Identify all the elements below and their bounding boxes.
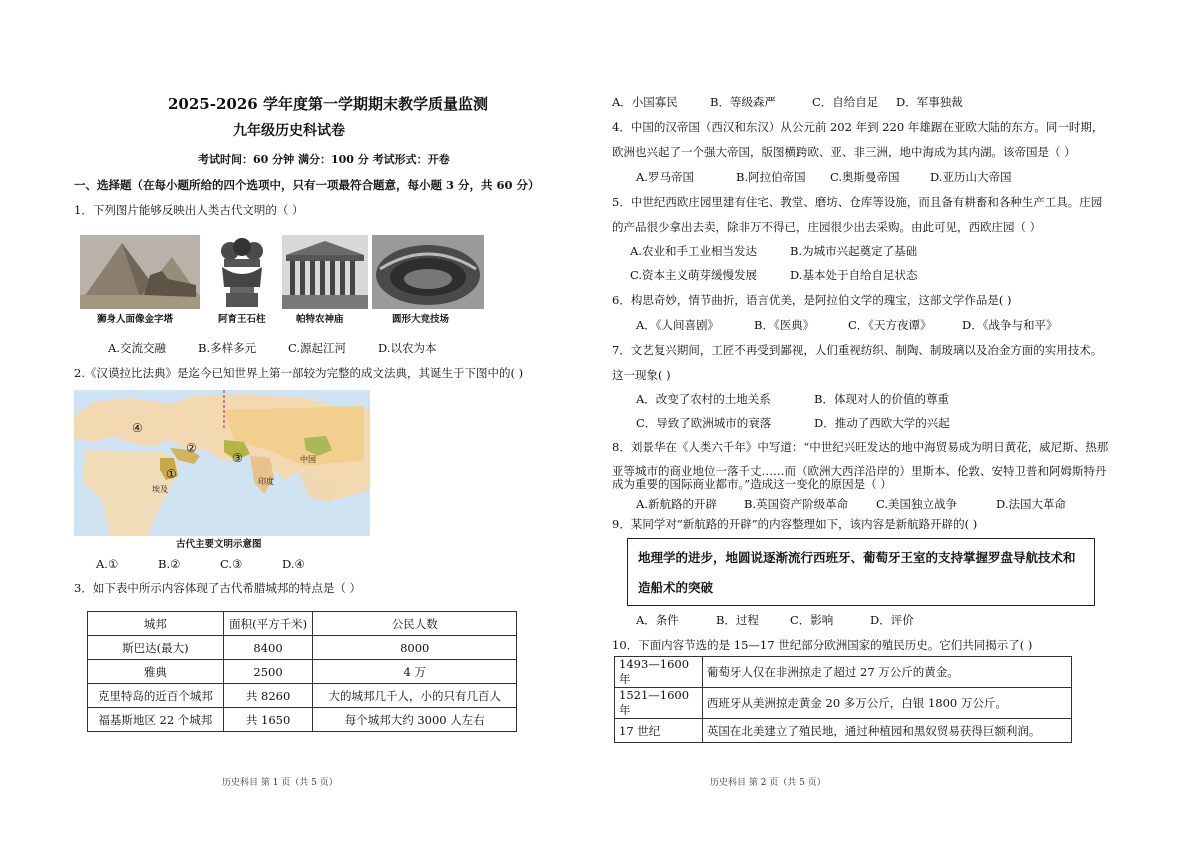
table-cell: 17 世纪: [615, 719, 703, 743]
q8-option-d[interactable]: D.法国大革命: [996, 497, 1066, 511]
map-marker-4: ④: [132, 421, 143, 435]
table-row: [615, 719, 1072, 743]
q5-option-b[interactable]: B.为城市兴起奠定了基础: [790, 244, 918, 258]
q2-option-a[interactable]: A.①: [96, 557, 119, 571]
q9-option-a[interactable]: A．条件: [636, 613, 679, 627]
q1-option-a[interactable]: A.交流交融: [108, 341, 166, 355]
map-marker-1: ①: [166, 467, 177, 481]
q3-option-a[interactable]: A．小国寡民: [612, 95, 678, 109]
table-cell: 1521—1600 年: [615, 688, 703, 719]
q1-option-c[interactable]: C.源起江河: [288, 341, 347, 355]
table-header-row: [88, 612, 517, 636]
q3-option-b[interactable]: B．等级森严: [710, 95, 776, 109]
table-row: [88, 660, 517, 684]
sphinx-pyramid-photo: [80, 235, 200, 309]
table-cell: 雅典: [88, 660, 224, 684]
table-cell: 福基斯地区 22 个城邦: [88, 708, 224, 732]
table-cell: 斯巴达(最大): [88, 636, 224, 660]
q1-option-d[interactable]: D.以农为本: [378, 341, 437, 355]
table-cell: 共 8260: [223, 684, 313, 708]
q6-option-c[interactable]: C．《天方夜谭》: [848, 318, 932, 332]
q5-line-2: 的产品很少拿出去卖，除非万不得已，庄园很少出去采购。由此可见，西欧庄园（ ）: [612, 220, 1042, 234]
table-cell: 共 1650: [223, 708, 313, 732]
q7-line-2: 这一现象( ): [612, 368, 671, 382]
map-caption: 古代主要文明示意图: [176, 539, 262, 550]
q9-stem: 9．某同学对“新航路的开辟”的内容整理如下，该内容是新航路开辟的( ): [612, 517, 978, 531]
table-row: [88, 636, 517, 660]
q4-line-1: 4．中国的汉帝国（西汉和东汉）从公元前 202 年到 220 年雄踞在亚欧大陆的东方。同一时期，: [612, 120, 1104, 134]
q9-option-b[interactable]: B．过程: [716, 613, 759, 627]
q8-line-3: 成为重要的国际商业都市。”造成这一变化的原因是（ ）: [612, 477, 892, 491]
exam-info: 考试时间：60 分钟 满分：100 分 考试形式：开卷: [198, 153, 450, 166]
q3-option-c[interactable]: C．自给自足: [812, 95, 879, 109]
q5-option-a[interactable]: A.农业和手工业相当发达: [630, 244, 757, 258]
q1-option-b[interactable]: B.多样多元: [198, 341, 257, 355]
table-cell: 葡萄牙人仅在非洲掠走了超过 27 万公斤的黄金。: [702, 657, 1071, 688]
q7-option-b[interactable]: B．体现对人的价值的尊重: [814, 392, 949, 406]
q6-stem: 6．构思奇妙，情节曲折，语言优美，是阿拉伯文学的瑰宝，这部文学作品是( ): [612, 293, 1012, 307]
q4-option-d[interactable]: D.亚历山大帝国: [930, 170, 1012, 184]
table-cell: 西班牙从美洲掠走黄金 20 多万公斤，白银 1800 万公斤。: [702, 688, 1071, 719]
q4-line-2: 欧洲也兴起了一个强大帝国，版图横跨欧、亚、非三洲，地中海成为其内湖。该帝国是（ ）: [612, 145, 1076, 159]
table-cell: 每个城邦大约 3000 人左右: [313, 708, 517, 732]
map-label-india: 印度: [258, 477, 274, 486]
q9-option-d[interactable]: D．评价: [870, 613, 914, 627]
map-label-china: 中国: [300, 455, 316, 464]
q3-stem: 3．如下表中所示内容体现了古代希腊城邦的特点是（ ）: [74, 581, 361, 595]
table-header-cell: 面积(平方千米): [223, 612, 313, 636]
exam-title: 2025-2026 学年度第一学期期末教学质量监测: [168, 95, 488, 113]
q6-option-d[interactable]: D．《战争与和平》: [962, 318, 1058, 332]
q1-stem: 1．下列图片能够反映出人类古代文明的（ ）: [74, 203, 304, 217]
table-cell: 8400: [223, 636, 313, 660]
q10-stem: 10．下面内容节选的是 15—17 世纪部分欧洲国家的殖民历史。它们共同揭示了( ): [612, 638, 1033, 652]
table-cell: 8000: [313, 636, 517, 660]
q2-option-c[interactable]: C.③: [220, 557, 243, 571]
caption-sphinx: 狮身人面像金字塔: [97, 314, 174, 325]
table-cell: 克里特岛的近百个城邦: [88, 684, 224, 708]
section-heading: 一、选择题（在每小题所给的四个选项中，只有一项最符合题意，每小题 3 分，共 60 分）: [74, 178, 540, 192]
q10-table: [614, 656, 1072, 743]
q8-line-2: 亚等城市的商业地位一落千丈……而（欧洲大西洋沿岸的）里斯本、伦敦、安特卫普和阿姆斯特丹: [612, 464, 1107, 478]
q8-option-b[interactable]: B.英国资产阶级革命: [744, 497, 849, 511]
q4-option-b[interactable]: B.阿拉伯帝国: [736, 170, 806, 184]
caption-colosseum: 圆形大竞技场: [392, 314, 450, 325]
table-row: [615, 688, 1072, 719]
q9-content-box: 地理学的进步，地圆说逐渐流行西班牙、葡萄牙王室的支持掌握罗盘导航技术和造船术的突破: [627, 538, 1095, 606]
q6-option-a[interactable]: A．《人间喜剧》: [636, 318, 720, 332]
map-label-egypt: 埃及: [152, 485, 168, 494]
table-row: [88, 684, 517, 708]
q2-option-b[interactable]: B.②: [158, 557, 181, 571]
q7-line-1: 7．文艺复兴期间，工匠不再受到鄙视，人们重视纺织、制陶、制玻璃以及冶金方面的实用技术。: [612, 343, 1103, 357]
table-header-cell: 公民人数: [313, 612, 517, 636]
exam-subtitle: 九年级历史科试卷: [233, 123, 345, 139]
q2-option-d[interactable]: D.④: [282, 557, 305, 571]
q5-option-d[interactable]: D.基本处于自给自足状态: [790, 268, 918, 282]
q8-line-1: 8．刘景华在《人类六千年》中写道：“中世纪兴旺发达的地中海贸易成为明日黄花，威尼斯、热那: [612, 440, 1109, 454]
table-row: [88, 708, 517, 732]
q6-option-b[interactable]: B．《医典》: [754, 318, 815, 332]
ashoka-pillar-photo: [214, 235, 270, 309]
colosseum-photo: [372, 235, 484, 309]
q9-option-c[interactable]: C．影响: [790, 613, 834, 627]
q4-option-c[interactable]: C.奥斯曼帝国: [830, 170, 900, 184]
q7-option-d[interactable]: D．推动了西欧大学的兴起: [814, 416, 950, 430]
page-footer-1: 历史科目 第 1 页（共 5 页）: [222, 778, 338, 788]
q8-option-a[interactable]: A.新航路的开辟: [636, 497, 717, 511]
table-cell: 2500: [223, 660, 313, 684]
table-cell: 1493—1600 年: [615, 657, 703, 688]
q5-line-1: 5．中世纪西欧庄园里建有住宅、教堂、磨坊、仓库等设施，而且备有耕畜和各种生产工具。庄园: [612, 195, 1103, 209]
parthenon-photo: [282, 235, 368, 309]
table-cell: 大的城邦几千人，小的只有几百人: [313, 684, 517, 708]
q3-option-d[interactable]: D．军事独裁: [896, 95, 963, 109]
q5-option-c[interactable]: C.资本主义萌芽缓慢发展: [630, 268, 758, 282]
page-footer-2: 历史科目 第 2 页（共 5 页）: [710, 778, 826, 788]
caption-parthenon: 帕特农神庙: [296, 314, 344, 325]
table-row: [615, 657, 1072, 688]
q4-option-a[interactable]: A.罗马帝国: [636, 170, 694, 184]
q7-option-c[interactable]: C．导致了欧洲城市的衰落: [636, 416, 772, 430]
map-marker-3: ③: [232, 451, 243, 465]
q2-stem: 2.《汉谟拉比法典》是迄今已知世界上第一部较为完整的成文法典，其诞生于下图中的( ): [74, 366, 524, 380]
table-cell: 英国在北美建立了殖民地，通过种植园和黑奴贸易获得巨额利润。: [702, 719, 1071, 743]
table-cell: 4 万: [313, 660, 517, 684]
q3-table: [87, 611, 517, 732]
q8-option-c[interactable]: C.美国独立战争: [876, 497, 958, 511]
ancient-civilizations-map: [74, 390, 370, 536]
map-marker-2: ②: [186, 441, 197, 455]
table-header-cell: 城邦: [88, 612, 224, 636]
caption-ashoka: 阿育王石柱: [218, 314, 266, 325]
q7-option-a[interactable]: A．改变了农村的土地关系: [636, 392, 771, 406]
